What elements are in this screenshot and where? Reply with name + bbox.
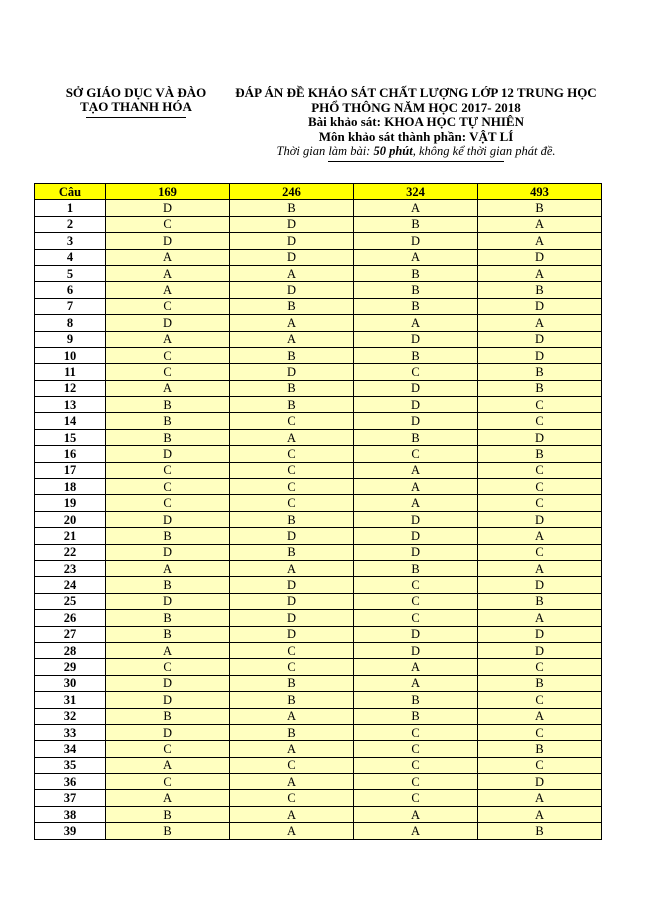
answer-493: C — [478, 413, 602, 429]
answer-493: A — [478, 560, 602, 576]
table-row — [35, 774, 602, 790]
question-number: 3 — [35, 233, 106, 249]
answer-246: A — [230, 560, 354, 576]
question-number: 21 — [35, 528, 106, 544]
answer-key-body — [35, 200, 602, 839]
question-number: 36 — [35, 774, 106, 790]
answer-324: A — [354, 495, 478, 511]
answer-493: B — [478, 380, 602, 396]
answer-493: A — [478, 610, 602, 626]
answer-324: B — [354, 298, 478, 314]
answer-246: D — [230, 233, 354, 249]
exam-subject-group: Bài khảo sát: KHOA HỌC TỰ NHIÊN — [308, 114, 524, 129]
answer-246: B — [230, 298, 354, 314]
answer-324: D — [354, 397, 478, 413]
answer-169: C — [106, 741, 230, 757]
table-row — [35, 642, 602, 658]
table-row — [35, 790, 602, 806]
answer-493: C — [478, 462, 602, 478]
answer-246: B — [230, 347, 354, 363]
column-header-code-324: 324 — [354, 184, 478, 200]
answer-324: B — [354, 560, 478, 576]
department-underline — [86, 117, 186, 118]
answer-493: C — [478, 397, 602, 413]
answer-493: D — [478, 774, 602, 790]
answer-493: B — [478, 675, 602, 691]
answer-key-table — [34, 183, 602, 840]
question-number: 31 — [35, 692, 106, 708]
answer-493: B — [478, 282, 602, 298]
answer-324: D — [354, 331, 478, 347]
answer-169: A — [106, 642, 230, 658]
question-number: 20 — [35, 511, 106, 527]
answer-169: A — [106, 282, 230, 298]
answer-324: A — [354, 675, 478, 691]
table-row — [35, 495, 602, 511]
answer-169: D — [106, 593, 230, 609]
answer-493: A — [478, 265, 602, 281]
answer-169: A — [106, 265, 230, 281]
answer-493: A — [478, 233, 602, 249]
answer-493: D — [478, 331, 602, 347]
answer-169: B — [106, 577, 230, 593]
answer-246: D — [230, 249, 354, 265]
question-number: 4 — [35, 249, 106, 265]
answer-324: B — [354, 429, 478, 445]
answer-493: D — [478, 511, 602, 527]
table-row — [35, 462, 602, 478]
answer-493: B — [478, 364, 602, 380]
answer-493: A — [478, 528, 602, 544]
answer-493: C — [478, 757, 602, 773]
exam-duration-suffix: , không kể thời gian phát đề. — [412, 144, 556, 158]
answer-246: D — [230, 577, 354, 593]
title-underline — [328, 161, 504, 162]
answer-169: D — [106, 446, 230, 462]
answer-246: D — [230, 216, 354, 232]
answer-246: D — [230, 593, 354, 609]
table-row — [35, 446, 602, 462]
question-number: 13 — [35, 397, 106, 413]
question-number: 6 — [35, 282, 106, 298]
table-row — [35, 544, 602, 560]
answer-493: D — [478, 577, 602, 593]
question-number: 15 — [35, 429, 106, 445]
answer-246: C — [230, 446, 354, 462]
table-row — [35, 397, 602, 413]
answer-246: A — [230, 806, 354, 822]
answer-169: C — [106, 495, 230, 511]
answer-246: A — [230, 315, 354, 331]
answer-169: A — [106, 790, 230, 806]
question-number: 38 — [35, 806, 106, 822]
answer-324: A — [354, 823, 478, 839]
table-row — [35, 331, 602, 347]
answer-493: C — [478, 544, 602, 560]
answer-324: C — [354, 577, 478, 593]
answer-246: B — [230, 200, 354, 216]
table-row — [35, 364, 602, 380]
answer-169: B — [106, 429, 230, 445]
question-number: 29 — [35, 659, 106, 675]
answer-169: C — [106, 774, 230, 790]
answer-246: C — [230, 790, 354, 806]
answer-169: B — [106, 610, 230, 626]
table-row — [35, 577, 602, 593]
exam-duration-value: 50 phút — [373, 144, 413, 158]
question-number: 32 — [35, 708, 106, 724]
answer-493: A — [478, 790, 602, 806]
answer-246: B — [230, 692, 354, 708]
answer-169: A — [106, 331, 230, 347]
department-line-2: TẠO THANH HÓA — [80, 99, 192, 114]
answer-key-header-row — [35, 184, 602, 200]
column-header-code-493: 493 — [478, 184, 602, 200]
question-number: 5 — [35, 265, 106, 281]
answer-246: A — [230, 331, 354, 347]
answer-324: C — [354, 741, 478, 757]
answer-493: C — [478, 659, 602, 675]
table-row — [35, 315, 602, 331]
answer-493: D — [478, 642, 602, 658]
answer-493: D — [478, 429, 602, 445]
answer-324: D — [354, 626, 478, 642]
answer-324: C — [354, 790, 478, 806]
question-number: 23 — [35, 560, 106, 576]
answer-169: C — [106, 298, 230, 314]
question-number: 10 — [35, 347, 106, 363]
answer-324: A — [354, 479, 478, 495]
answer-493: C — [478, 495, 602, 511]
answer-493: D — [478, 249, 602, 265]
question-number: 17 — [35, 462, 106, 478]
question-number: 8 — [35, 315, 106, 331]
answer-169: D — [106, 315, 230, 331]
exam-subject: Môn khảo sát thành phần: VẬT LÍ — [318, 128, 514, 144]
question-number: 11 — [35, 364, 106, 380]
question-number: 14 — [35, 413, 106, 429]
answer-246: D — [230, 626, 354, 642]
table-row — [35, 265, 602, 281]
answer-169: C — [106, 364, 230, 380]
answer-493: B — [478, 593, 602, 609]
table-row — [35, 282, 602, 298]
table-row — [35, 741, 602, 757]
table-row — [35, 692, 602, 708]
answer-169: D — [106, 233, 230, 249]
answer-246: D — [230, 364, 354, 380]
answer-493: D — [478, 626, 602, 642]
answer-169: A — [106, 380, 230, 396]
answer-246: B — [230, 511, 354, 527]
answer-169: A — [106, 249, 230, 265]
answer-169: D — [106, 544, 230, 560]
answer-169: B — [106, 823, 230, 839]
answer-169: C — [106, 462, 230, 478]
answer-493: A — [478, 315, 602, 331]
table-row — [35, 675, 602, 691]
answer-169: D — [106, 675, 230, 691]
answer-246: C — [230, 413, 354, 429]
table-row — [35, 757, 602, 773]
answer-324: C — [354, 610, 478, 626]
answer-324: D — [354, 233, 478, 249]
answer-324: A — [354, 806, 478, 822]
answer-493: D — [478, 298, 602, 314]
department-line-1: SỞ GIÁO DỤC VÀ ĐÀO — [65, 85, 207, 100]
answer-169: B — [106, 397, 230, 413]
answer-169: A — [106, 560, 230, 576]
answer-246: C — [230, 642, 354, 658]
answer-493: D — [478, 347, 602, 363]
answer-324: B — [354, 265, 478, 281]
answer-493: A — [478, 216, 602, 232]
exam-duration-prefix: Thời gian làm bài: — [276, 144, 374, 158]
column-header-code-169: 169 — [106, 184, 230, 200]
answer-169: C — [106, 479, 230, 495]
answer-169: C — [106, 216, 230, 232]
question-number: 25 — [35, 593, 106, 609]
answer-246: A — [230, 265, 354, 281]
answer-324: B — [354, 692, 478, 708]
answer-246: C — [230, 479, 354, 495]
table-row — [35, 200, 602, 216]
question-number: 2 — [35, 216, 106, 232]
answer-246: A — [230, 708, 354, 724]
answer-324: C — [354, 774, 478, 790]
question-number: 39 — [35, 823, 106, 839]
question-number: 30 — [35, 675, 106, 691]
answer-493: A — [478, 708, 602, 724]
table-row — [35, 659, 602, 675]
column-header-question: Câu — [35, 184, 106, 200]
exam-duration — [226, 144, 606, 159]
answer-246: A — [230, 429, 354, 445]
answer-169: D — [106, 692, 230, 708]
question-number: 16 — [35, 446, 106, 462]
answer-169: B — [106, 413, 230, 429]
answer-324: C — [354, 757, 478, 773]
table-row — [35, 249, 602, 265]
answer-246: C — [230, 757, 354, 773]
answer-324: D — [354, 642, 478, 658]
answer-324: D — [354, 380, 478, 396]
table-row — [35, 560, 602, 576]
exam-title-line-2: PHỔ THÔNG NĂM HỌC 2017- 2018 — [311, 99, 521, 115]
answer-169: C — [106, 659, 230, 675]
answer-324: D — [354, 528, 478, 544]
question-number: 24 — [35, 577, 106, 593]
answer-493: C — [478, 724, 602, 740]
answer-324: A — [354, 315, 478, 331]
answer-169: B — [106, 806, 230, 822]
table-row — [35, 806, 602, 822]
question-number: 33 — [35, 724, 106, 740]
answer-246: A — [230, 823, 354, 839]
table-row — [35, 724, 602, 740]
table-row — [35, 610, 602, 626]
answer-324: C — [354, 593, 478, 609]
answer-169: D — [106, 200, 230, 216]
column-header-code-246: 246 — [230, 184, 354, 200]
answer-169: A — [106, 757, 230, 773]
answer-324: C — [354, 364, 478, 380]
answer-324: D — [354, 511, 478, 527]
answer-246: B — [230, 544, 354, 560]
question-number: 1 — [35, 200, 106, 216]
answer-246: C — [230, 462, 354, 478]
question-number: 12 — [35, 380, 106, 396]
table-row — [35, 298, 602, 314]
answer-169: B — [106, 528, 230, 544]
table-row — [35, 413, 602, 429]
answer-169: D — [106, 511, 230, 527]
answer-493: B — [478, 823, 602, 839]
question-number: 9 — [35, 331, 106, 347]
answer-324: A — [354, 200, 478, 216]
answer-493: A — [478, 806, 602, 822]
answer-324: D — [354, 413, 478, 429]
answer-246: D — [230, 610, 354, 626]
answer-169: B — [106, 626, 230, 642]
answer-246: B — [230, 380, 354, 396]
table-row — [35, 233, 602, 249]
answer-246: A — [230, 774, 354, 790]
answer-324: C — [354, 446, 478, 462]
table-row — [35, 528, 602, 544]
answer-324: B — [354, 216, 478, 232]
table-row — [35, 708, 602, 724]
table-row — [35, 380, 602, 396]
question-number: 27 — [35, 626, 106, 642]
question-number: 34 — [35, 741, 106, 757]
exam-title-block — [226, 86, 606, 162]
question-number: 18 — [35, 479, 106, 495]
department-header — [44, 86, 228, 118]
answer-493: B — [478, 446, 602, 462]
answer-246: D — [230, 282, 354, 298]
answer-324: C — [354, 724, 478, 740]
answer-324: A — [354, 249, 478, 265]
table-row — [35, 593, 602, 609]
table-row — [35, 216, 602, 232]
answer-324: A — [354, 462, 478, 478]
table-row — [35, 823, 602, 839]
table-row — [35, 479, 602, 495]
question-number: 28 — [35, 642, 106, 658]
answer-493: B — [478, 741, 602, 757]
exam-title-line-1: ĐÁP ÁN ĐỀ KHẢO SÁT CHẤT LƯỢNG LỚP 12 TRUNG HỌC — [235, 85, 597, 100]
answer-324: A — [354, 659, 478, 675]
answer-493: B — [478, 200, 602, 216]
table-row — [35, 347, 602, 363]
answer-324: B — [354, 708, 478, 724]
question-number: 26 — [35, 610, 106, 626]
answer-324: B — [354, 282, 478, 298]
answer-246: C — [230, 659, 354, 675]
answer-246: C — [230, 495, 354, 511]
question-number: 22 — [35, 544, 106, 560]
answer-493: C — [478, 479, 602, 495]
answer-246: B — [230, 397, 354, 413]
table-row — [35, 429, 602, 445]
answer-246: B — [230, 724, 354, 740]
answer-246: A — [230, 741, 354, 757]
question-number: 37 — [35, 790, 106, 806]
table-row — [35, 626, 602, 642]
table-row — [35, 511, 602, 527]
answer-246: D — [230, 528, 354, 544]
answer-169: C — [106, 347, 230, 363]
answer-324: B — [354, 347, 478, 363]
answer-324: D — [354, 544, 478, 560]
question-number: 35 — [35, 757, 106, 773]
answer-169: B — [106, 708, 230, 724]
question-number: 19 — [35, 495, 106, 511]
answer-169: D — [106, 724, 230, 740]
question-number: 7 — [35, 298, 106, 314]
answer-493: C — [478, 692, 602, 708]
answer-246: B — [230, 675, 354, 691]
